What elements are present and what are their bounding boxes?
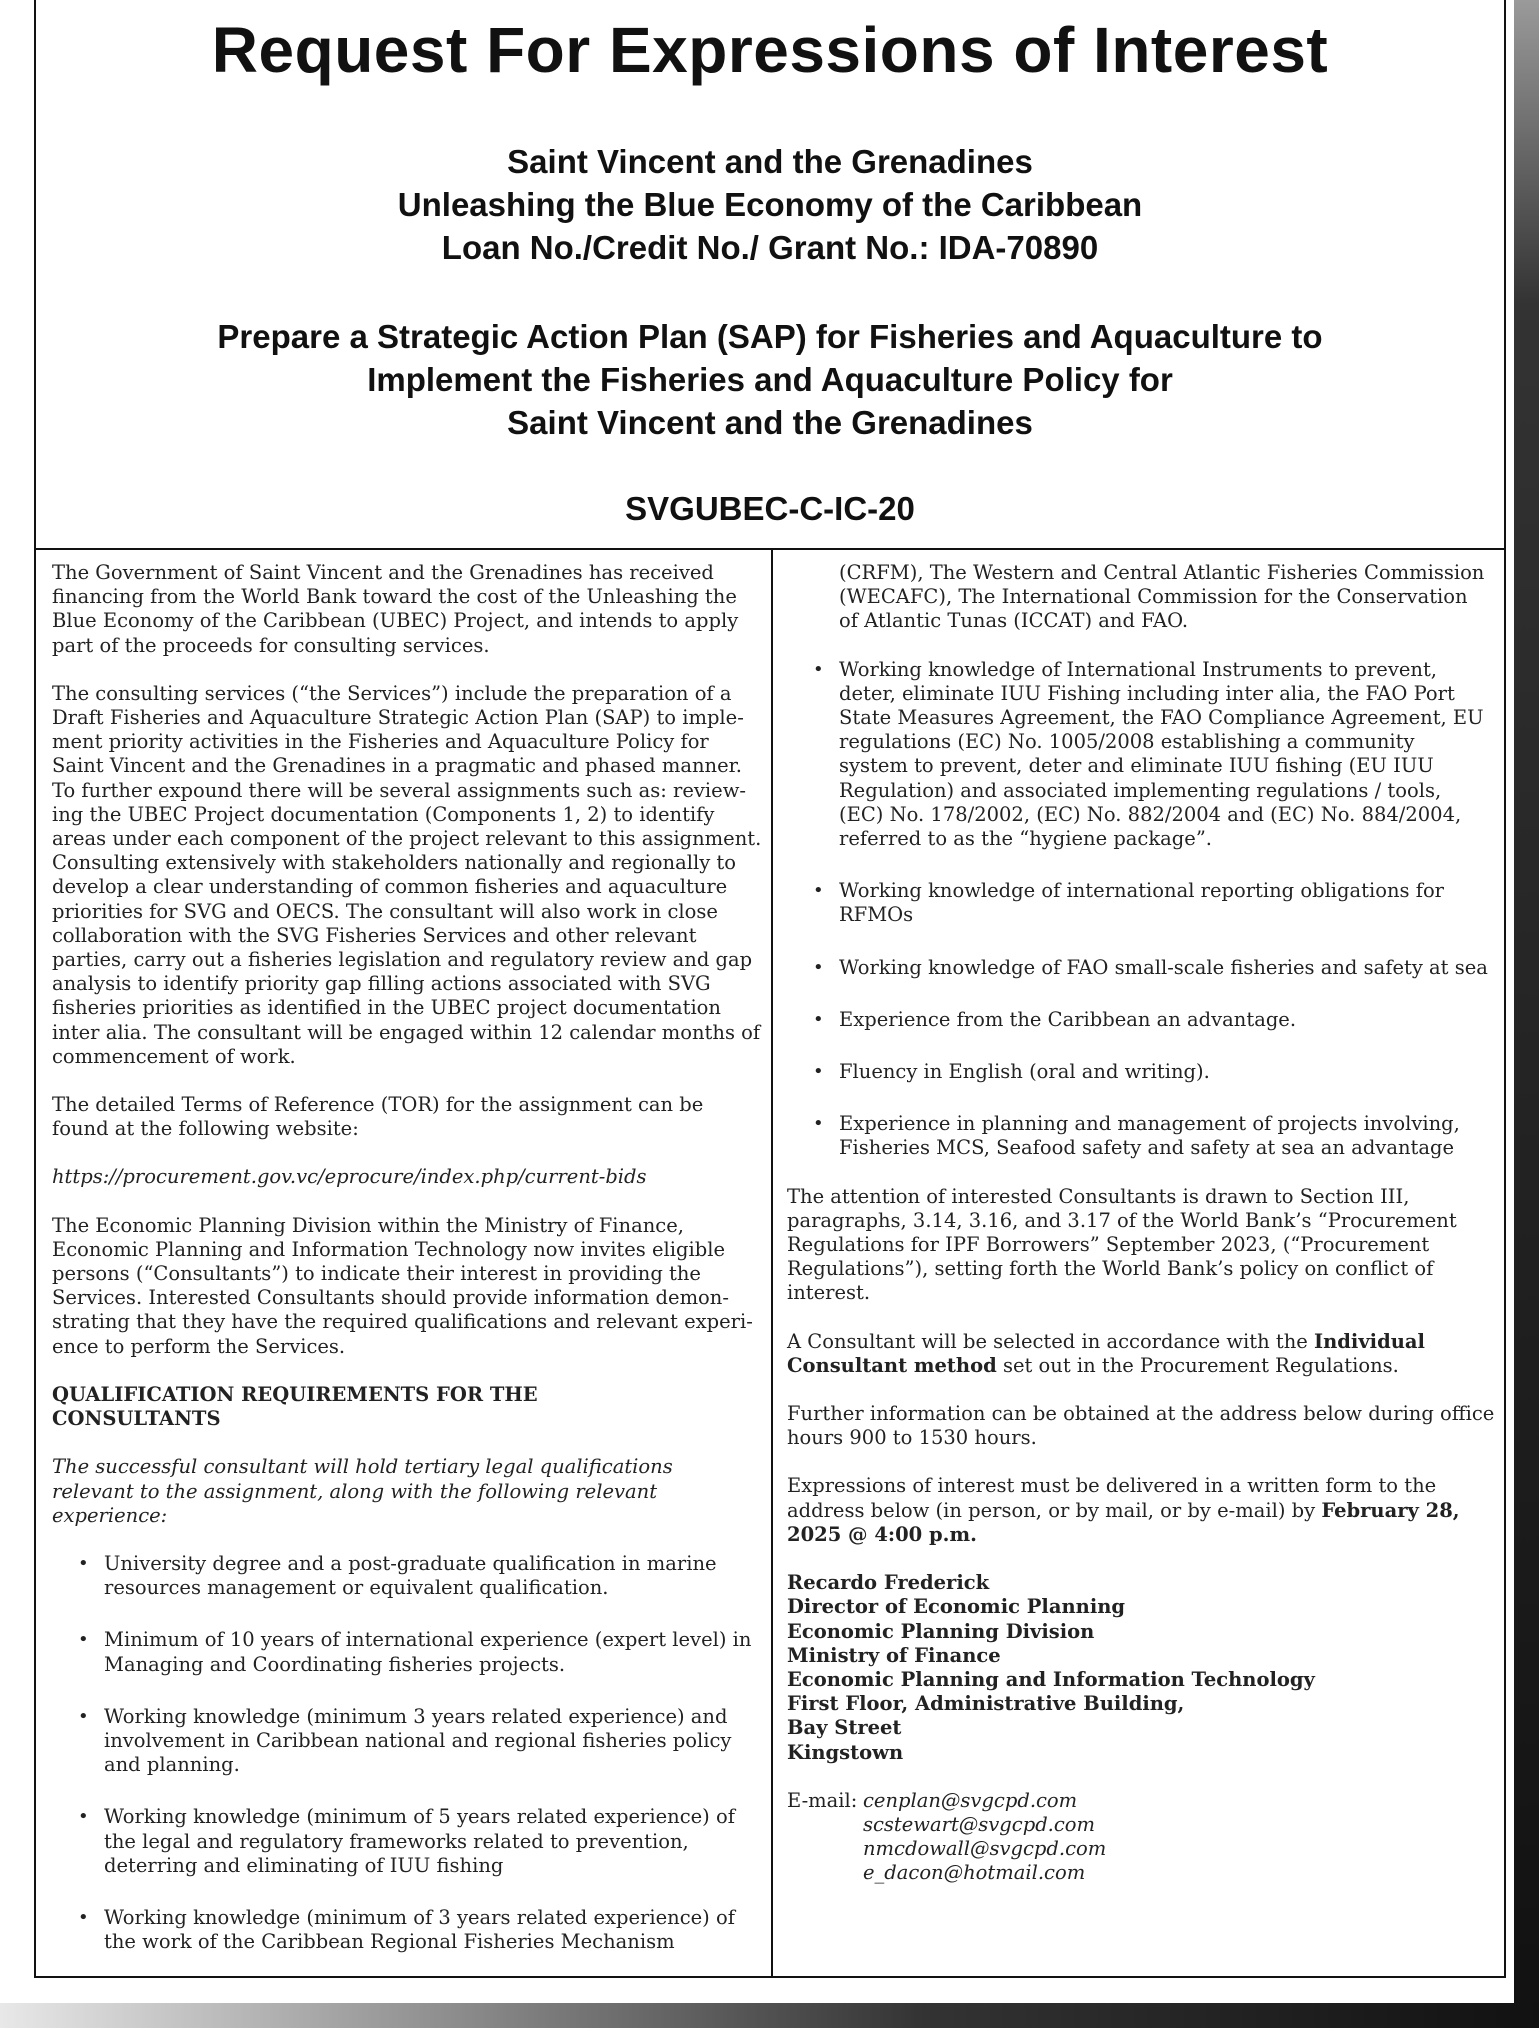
list-item	[52, 1805, 757, 1878]
text-line: collaboration with the SVG Fisheries Services and other relevant	[52, 923, 697, 947]
column-divider	[771, 550, 773, 1976]
contact-line: Economic Planning and Information Technology	[787, 1667, 1315, 1691]
text-line: the work of the Caribbean Regional Fisheries Mechanism	[104, 1930, 675, 1954]
reference-code: SVGUBEC-C-IC-20	[625, 490, 915, 527]
text-line: deterring and eliminating of IUU fishing	[104, 1853, 504, 1877]
contact-line: Ministry of Finance	[787, 1643, 1001, 1667]
text-line: The detailed Terms of Reference (TOR) for the assignment can be	[52, 1093, 704, 1117]
text-fragment: set out in the Procurement Regulations.	[996, 1353, 1399, 1377]
deadline-time: 2025 @ 4:00 p.m.	[787, 1522, 977, 1546]
text-line: The consulting services (“the Services”) include the preparation of a	[52, 681, 732, 705]
text-line: • Experience from the Caribbean an advantage.	[839, 1007, 1297, 1031]
contact-line: Kingstown	[787, 1740, 904, 1764]
drop-shadow-bottom	[0, 2003, 1539, 2028]
text-line: Saint Vincent and the Grenadines in a pragmatic and phased manner.	[52, 754, 743, 778]
text-line: regulations (EC) No. 1005/2008 establishing a community	[839, 730, 1415, 754]
text-line: financing from the World Bank toward the cost of the Unleashing the	[52, 585, 737, 609]
text-line: commencement of work.	[52, 1044, 296, 1068]
email-section	[787, 1789, 1492, 1886]
text-line: The Government of Saint Vincent and the Grenadines has received	[52, 561, 714, 584]
qualification-list	[52, 1552, 757, 1954]
email-link[interactable]: e_dacon@hotmail.com	[863, 1861, 1086, 1885]
contact-address	[787, 1571, 1492, 1765]
text-line: Regulations”), setting forth the World Bank’s policy on conflict of	[787, 1257, 1434, 1281]
list-item	[787, 1060, 1492, 1084]
text-line: the legal and regulatory frameworks related to prevention,	[104, 1829, 689, 1853]
qualification-intro	[52, 1455, 757, 1528]
text-line: Blue Economy of the Caribbean (UBEC) Project, and intends to apply	[52, 609, 739, 633]
continued-bullet	[787, 561, 1492, 634]
list-item	[787, 879, 1492, 927]
text-line: Regulation) and associated implementing regulations / tools,	[839, 778, 1442, 802]
text-fragment: address below (in person, or by mail, or by e-mail) by	[787, 1498, 1322, 1522]
text-line: areas under each component of the project relevant to this assignment.	[52, 827, 762, 851]
text-line: Economic Planning and Information Technology now invites eligible	[52, 1237, 726, 1261]
text-line: interest.	[787, 1281, 871, 1305]
contact-line: Bay Street	[787, 1716, 902, 1740]
contact-line: First Floor, Administrative Building,	[787, 1692, 1185, 1716]
list-item	[52, 1552, 757, 1600]
text-line: involvement in Caribbean national and regional fisheries policy	[104, 1728, 732, 1752]
text-line: QUALIFICATION REQUIREMENTS FOR THE	[52, 1382, 538, 1406]
method-name: Consultant method	[787, 1353, 997, 1377]
text-line: Further information can be obtained at the address below during office	[787, 1402, 1495, 1426]
text-line: • Working knowledge (minimum of 5 years related experience) of	[104, 1805, 735, 1829]
text-line: • Minimum of 10 years of international experience (expert level) in	[104, 1628, 752, 1652]
text-line: Consulting extensively with stakeholders nationally and regionally to	[52, 851, 736, 875]
project-info	[36, 140, 1504, 269]
text-line: hours 900 to 1530 hours.	[787, 1426, 1037, 1450]
list-item	[787, 1112, 1492, 1160]
list-item	[52, 1705, 757, 1778]
left-column	[52, 561, 762, 1982]
text-line: • Experience in planning and management of projects involving,	[839, 1112, 1460, 1136]
assignment-title	[36, 315, 1504, 444]
selection-paragraph	[787, 1330, 1492, 1378]
text-line: • Working knowledge of international reporting obligations for	[839, 879, 1445, 903]
text-line: fisheries priorities as identified in the UBEC project documentation	[52, 996, 721, 1020]
text-line: Regulations for IPF Borrowers” September 2023, (“Procurement	[787, 1233, 1430, 1257]
text-line: analysis to identify priority gap filling actions associated with SVG	[52, 972, 711, 996]
text-line: The successful consultant will hold tertiary legal qualifications	[52, 1455, 673, 1479]
text-line: • Working knowledge of International Instruments to prevent,	[839, 657, 1437, 681]
text-line: (CRFM), The Western and Central Atlantic Fisheries Commission	[839, 561, 1485, 584]
text-line: deter, eliminate IUU Fishing including inter alia, the FAO Port	[839, 681, 1455, 705]
text-line: parties, carry out a fisheries legislation and regulatory review and gap	[52, 948, 753, 972]
deadline-date: February 28,	[1321, 1498, 1460, 1522]
further-info-paragraph	[787, 1402, 1495, 1450]
text-line: and planning.	[104, 1753, 240, 1777]
loan-number: Loan No./Credit No./ Grant No.: IDA-70890	[441, 229, 1099, 266]
header	[36, 0, 1504, 550]
text-line: paragraphs, 3.14, 3.16, and 3.17 of the World Bank’s “Procurement	[787, 1208, 1457, 1232]
text-line: Managing and Coordinating fisheries projects.	[104, 1652, 566, 1676]
text-line: found at the following website:	[52, 1117, 359, 1141]
country-name: Saint Vincent and the Grenadines	[507, 143, 1033, 180]
text-line: priorities for SVG and OECS. The consultant will also work in close	[52, 899, 718, 923]
drop-shadow-right	[1514, 0, 1539, 2028]
text-line: The Economic Planning Division within the Ministry of Finance,	[52, 1213, 684, 1237]
text-line: • Working knowledge (minimum of 3 years related experience) of	[104, 1905, 735, 1929]
text-line: Draft Fisheries and Aquaculture Strategic Action Plan (SAP) to imple-	[52, 706, 744, 730]
text-line: Fisheries MCS, Seafood safety and safety at sea an advantage	[839, 1136, 1454, 1160]
text-line: • Fluency in English (oral and writing).	[839, 1060, 1210, 1084]
text-line: part of the proceeds for consulting services.	[52, 633, 490, 657]
list-item	[787, 658, 1492, 852]
contact-line: Director of Economic Planning	[787, 1595, 1126, 1619]
text-line: inter alia. The consultant will be engaged within 12 calendar months of	[52, 1020, 761, 1044]
text-line: RFMOs	[839, 903, 914, 927]
list-item	[52, 1906, 757, 1954]
text-line: ment priority activities in the Fisheries and Aquaculture Policy for	[52, 730, 709, 754]
list-item	[787, 1008, 1492, 1032]
intro-paragraph	[52, 561, 757, 658]
text-line: The attention of interested Consultants is drawn to Section III,	[787, 1184, 1410, 1208]
text-line: referred to as the “hygiene package”.	[839, 827, 1212, 851]
qualification-list-continued	[787, 658, 1492, 1161]
page-title: Request For Expressions of Interest	[211, 14, 1329, 86]
list-item	[52, 1628, 757, 1676]
text-line: To further expound there will be several assignments such as: review-	[52, 778, 746, 802]
text-line: Services. Interested Consultants should provide information demon-	[52, 1286, 729, 1310]
list-item	[787, 956, 1492, 980]
assignment-line: Prepare a Strategic Action Plan (SAP) for Fisheries and Aquaculture to	[217, 318, 1323, 355]
text-line: ence to perform the Services.	[52, 1334, 346, 1358]
services-paragraph	[52, 681, 762, 1069]
email-label: E-mail:	[787, 1788, 858, 1812]
text-line: persons (“Consultants”) to indicate their interest in providing the	[52, 1262, 701, 1286]
text-line: • Working knowledge of FAO small-scale fisheries and safety at sea	[839, 955, 1488, 979]
email-link[interactable]: cenplan@svgcpd.com	[863, 1788, 1078, 1812]
text-line: system to prevent, deter and eliminate IUU fishing (EU IUU	[839, 754, 1434, 778]
text-line: (EC) No. 178/2002, (EC) No. 882/2004 and (EC) No. 884/2004,	[839, 802, 1462, 826]
text-line: ing the UBEC Project documentation (Components 1, 2) to identify	[52, 802, 715, 826]
text-line: CONSULTANTS	[52, 1407, 221, 1431]
invitation-paragraph	[52, 1214, 757, 1359]
text-line: experience:	[52, 1503, 168, 1527]
assignment-line: Implement the Fisheries and Aquaculture Policy for	[367, 361, 1173, 398]
text-line: develop a clear understanding of common fisheries and aquaculture	[52, 875, 728, 899]
tor-paragraph	[52, 1093, 757, 1141]
email-link[interactable]: nmcdowall@svgcpd.com	[863, 1837, 1107, 1861]
assignment-line: Saint Vincent and the Grenadines	[507, 404, 1033, 441]
email-link[interactable]: scstewart@svgcpd.com	[863, 1812, 1096, 1836]
contact-line: Recardo Frederick	[787, 1571, 990, 1595]
text-line: • University degree and a post-graduate qualification in marine	[104, 1551, 717, 1575]
method-name: Individual	[1314, 1329, 1425, 1353]
text-line: of Atlantic Tunas (ICCAT) and FAO.	[839, 609, 1189, 633]
notice-frame	[34, 0, 1506, 1978]
text-line: relevant to the assignment, along with the following relevant	[52, 1479, 658, 1503]
project-name: Unleashing the Blue Economy of the Caribbean	[397, 186, 1143, 223]
text-line: (WECAFC), The International Commission for the Conservation	[839, 585, 1468, 609]
tor-link[interactable]: https://procurement.gov.vc/eprocure/index.php/current-bids	[52, 1165, 647, 1189]
text-line: Expressions of interest must be delivered in a written form to the	[787, 1474, 1437, 1498]
text-line: • Working knowledge (minimum 3 years related experience) and	[104, 1704, 728, 1728]
qualification-heading	[52, 1383, 757, 1431]
text-line: State Measures Agreement, the FAO Compliance Agreement, EU	[839, 706, 1484, 730]
right-column	[787, 561, 1495, 1886]
deadline-paragraph	[787, 1474, 1492, 1547]
contact-line: Economic Planning Division	[787, 1619, 1095, 1643]
attention-paragraph	[787, 1185, 1492, 1306]
email-list	[863, 1789, 1106, 1886]
text-fragment: A Consultant will be selected in accordance with the	[787, 1329, 1314, 1353]
text-line: strating that they have the required qualifications and relevant experi-	[52, 1310, 753, 1334]
text-line: resources management or equivalent qualification.	[104, 1576, 609, 1600]
